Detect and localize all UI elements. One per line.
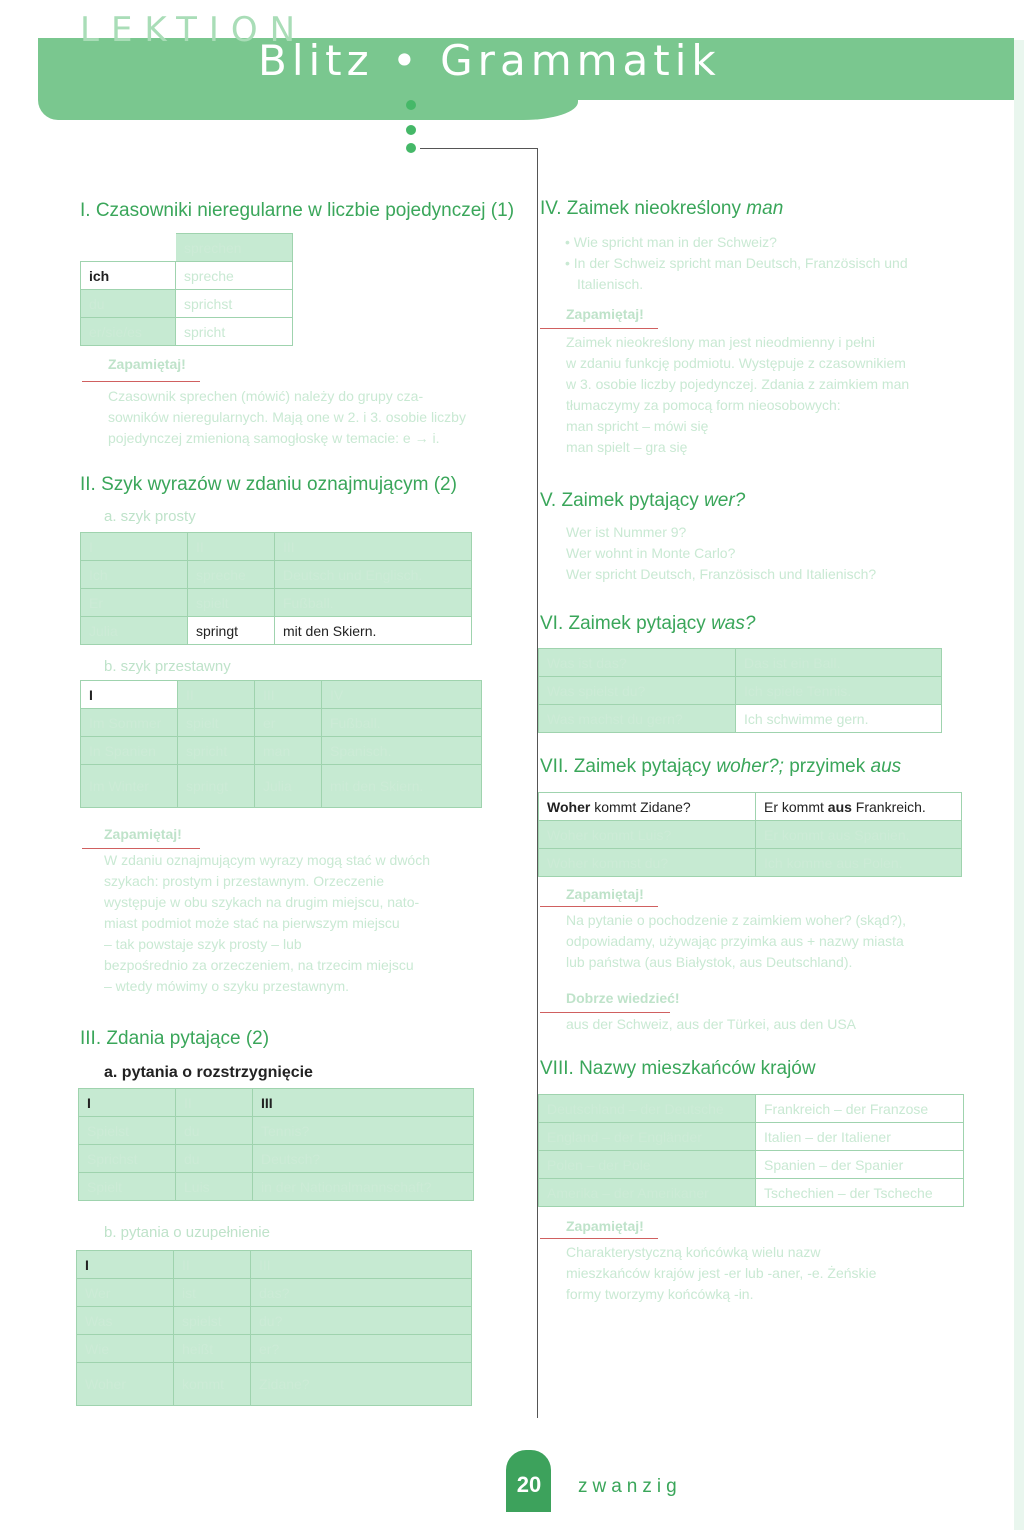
table-cell: Fußball. [322, 709, 482, 737]
table-cell: Was machst du gern? [539, 705, 736, 733]
table-cell: Spanien – der Spanier [756, 1151, 964, 1179]
title-italic: was? [711, 613, 756, 634]
table-cell: III [275, 533, 472, 561]
example-line: Wer ist Nummer 9? [566, 524, 687, 540]
s1-note [108, 386, 466, 449]
divider-vertical [537, 148, 538, 1418]
note-line: Charakterystyczną końcówką wielu nazw [566, 1244, 821, 1260]
table-cell: Spielst [79, 1117, 176, 1145]
table-cell: du [176, 1145, 253, 1173]
note-line: – wtedy mówimy o szyku przestawnym. [104, 978, 350, 994]
cell-text: Frankreich. [855, 798, 926, 815]
title-italic: aus [870, 756, 902, 777]
title-text: przyimek [789, 756, 866, 777]
s1-table [80, 233, 293, 346]
table-cell: springt [188, 617, 275, 645]
table-cell: das? [251, 1279, 472, 1307]
table-cell: kommt [174, 1363, 251, 1406]
s6-table [538, 648, 942, 733]
s2-table-b [80, 680, 482, 808]
table-cell: heißt [174, 1335, 251, 1363]
note-line: w 3. osobie liczby pojedynczej. Zdania z zaimkiem man [566, 376, 910, 392]
table-cell: In Spanien [81, 737, 178, 765]
table-cell: Er kommt aus Spanien. [756, 821, 962, 849]
table-cell: ich [81, 262, 176, 290]
table-cell: spreche [176, 262, 293, 290]
table-cell: ist [174, 1279, 251, 1307]
s2-table-a [80, 532, 472, 645]
table-cell: Wer [77, 1279, 174, 1307]
title-text: VII. Zaimek pytający [540, 756, 712, 777]
table-cell: III [251, 1251, 472, 1279]
table-cell: Deutschland – der Deutsche [539, 1095, 756, 1123]
table-cell: spielst [174, 1307, 251, 1335]
table-cell: er [255, 709, 322, 737]
table-cell: III [253, 1089, 474, 1117]
table-cell: in der Nationalmannschaft? [253, 1173, 474, 1201]
s3-subtitle-a: a. pytania o rozstrzygnięcie [104, 1064, 313, 1081]
note-underline [540, 906, 658, 907]
table-cell: Im Sommer [81, 709, 178, 737]
table-cell: Amerika – der Amerikaner [539, 1179, 756, 1207]
note-underline [540, 1012, 670, 1013]
table-cell: Polen – der Pole [539, 1151, 756, 1179]
table-cell: du? [251, 1307, 472, 1335]
s2-note [104, 850, 430, 997]
note-line: miast podmiot może stać na pierwszym miejscu [104, 915, 400, 931]
note-line: tłumaczymy za pomocą form nieosobowych: [566, 397, 841, 413]
table-cell: Woher [77, 1363, 174, 1406]
decor-dot [406, 125, 416, 135]
title-text: VI. Zaimek pytający [540, 613, 706, 634]
lektion-label: LEKTION [80, 10, 308, 50]
note-underline [82, 848, 200, 849]
table-cell: England – der Engländer [539, 1123, 756, 1151]
table-cell: II [174, 1251, 251, 1279]
table-cell [539, 793, 756, 821]
s8-note [566, 1242, 876, 1305]
s7-note-title: Zapamiętaj! [566, 886, 644, 902]
table-cell: Spanisch. [322, 737, 482, 765]
page-title: Blitz • Grammatik [258, 36, 721, 85]
s7-table [538, 792, 962, 877]
note-line: odpowiadamy, używając przyimka aus + nazwy miasta [566, 933, 904, 949]
page-edge-strip [1014, 40, 1024, 1530]
section-7-title [540, 756, 901, 778]
example-line: Wer wohnt in Monte Carlo? [566, 545, 736, 561]
page-number: 20 [516, 1472, 542, 1497]
table-cell: Spielt [79, 1173, 176, 1201]
table-cell: II [176, 1089, 253, 1117]
table-cell: man [255, 737, 322, 765]
s3-subtitle-b: b. pytania o uzupełnienie [104, 1224, 270, 1241]
example-line: Italienisch. [577, 276, 644, 292]
table-cell: Ich [81, 561, 188, 589]
s8-note-title: Zapamiętaj! [566, 1218, 644, 1234]
note-underline [82, 381, 200, 382]
note-line: szykach: prostym i przestawnym. Orzeczenie [104, 873, 385, 889]
note-line: man spielt – gra się [566, 439, 688, 455]
table-cell: Was [77, 1307, 174, 1335]
section-6-title [540, 613, 755, 635]
decor-dot [406, 100, 416, 110]
table-cell: I [81, 681, 178, 709]
table-cell: Deutsch? [253, 1145, 474, 1173]
table-cell: I [81, 533, 188, 561]
bold-word: Woher [547, 798, 591, 815]
note-line: formy tworzymy końcówką -in. [566, 1286, 754, 1302]
note-line: aus der Schweiz, aus der Türkei, aus den USA [566, 1016, 857, 1032]
table-cell: Im Winter [81, 765, 178, 808]
divider-horizontal [420, 148, 538, 149]
table-cell: III [255, 681, 322, 709]
table-cell: Woher kommst du? [539, 849, 756, 877]
s2-subtitle-b: b. szyk przestawny [104, 658, 231, 675]
table-cell: Sprichst [79, 1145, 176, 1173]
table-cell: Fußball. [275, 589, 472, 617]
note-line: Czasownik sprechen (mówić) należy do grupy cza- [108, 388, 424, 404]
example-line: • Wie spricht man in der Schweiz? [565, 234, 777, 250]
section-5-title [540, 490, 745, 512]
table-cell: Was spielst du? [539, 677, 736, 705]
note-line: W zdaniu oznajmującym wyrazy mogą stać w dwóch [104, 852, 431, 868]
table-cell: Luis [176, 1173, 253, 1201]
note-line: w zdaniu funkcję podmiotu. Występuje z czasownikiem [566, 355, 906, 371]
table-cell: I [77, 1251, 174, 1279]
s8-table [538, 1094, 964, 1207]
table-cell: II [178, 681, 255, 709]
section-1-title: I. Czasowniki nieregularne w liczbie pojedynczej (1) [80, 200, 515, 221]
s5-examples [566, 522, 876, 585]
header-banner-curve [38, 100, 578, 120]
title-italic: wer? [704, 490, 746, 511]
note-underline [540, 1238, 658, 1239]
s7-note [566, 910, 906, 973]
note-line: bezpośrednio za orzeczeniem, na trzecim miejscu [104, 957, 414, 973]
table-cell: Tennis? [253, 1117, 474, 1145]
table-cell: Er [81, 589, 188, 617]
decor-dot [406, 143, 416, 153]
note-line: Zaimek nieokreślony man jest nieodmienny i pełni [566, 334, 875, 350]
s4-note [566, 332, 909, 458]
page-number-word: zwanzig [578, 1476, 682, 1497]
cell-text: kommt Zidane? [594, 798, 691, 815]
table-cell [756, 793, 962, 821]
table-cell: I [79, 1089, 176, 1117]
table-cell: IV [322, 681, 482, 709]
s3-table-b [76, 1250, 472, 1406]
table-cell: Ich komme aus Polen. [756, 849, 962, 877]
table-cell: spricht [176, 318, 293, 346]
note-line: – tak powstaje szyk prosty – lub [104, 936, 302, 952]
table-cell: spielt [188, 589, 275, 617]
table-cell: mit den Skiern. [275, 617, 472, 645]
section-8-title: VIII. Nazwy mieszkańców krajów [540, 1058, 816, 1079]
table-cell: Zidane? [251, 1363, 472, 1406]
note-line: pojedynczej zmienioną samogłoskę w temacie: e → i. [108, 430, 440, 446]
example-line: Wer spricht Deutsch, Französisch und Italienisch? [566, 566, 877, 582]
table-cell: Frankreich – der Franzose [756, 1095, 964, 1123]
s7-note2 [566, 1014, 856, 1035]
note-underline [540, 328, 658, 329]
table-cell: springt [178, 765, 255, 808]
s4-note-title: Zapamiętaj! [566, 306, 644, 322]
table-cell: er? [251, 1335, 472, 1363]
table-cell: spreche [188, 561, 275, 589]
note-line: sowników nieregularnych. Mają one w 2. i 3. osobie liczby [108, 409, 466, 425]
table-cell: sprichst [176, 290, 293, 318]
title-text: V. Zaimek pytający [540, 490, 699, 511]
table-cell: Ich schwimme gern. [736, 705, 942, 733]
table-cell: spricht [178, 737, 255, 765]
table-cell: sprechen [176, 234, 293, 262]
table-cell: Wie [77, 1335, 174, 1363]
note-line: Na pytanie o pochodzenie z zaimkiem woher? (skąd?), [566, 912, 907, 928]
s7-note2-title: Dobrze wiedzieć! [566, 990, 680, 1006]
table-cell: Italien – der Italiener [756, 1123, 964, 1151]
s3-table-a [78, 1088, 474, 1201]
table-cell: Tschechien – der Tscheche [756, 1179, 964, 1207]
title-italic: man [746, 198, 784, 219]
section-3-title: III. Zdania pytające (2) [80, 1028, 270, 1049]
table-cell: spielt [178, 709, 255, 737]
s2-note-title: Zapamiętaj! [104, 826, 182, 842]
example-line: • In der Schweiz spricht man Deutsch, Französisch und [565, 255, 908, 271]
s2-subtitle-a: a. szyk prosty [104, 508, 196, 525]
table-cell [81, 234, 176, 262]
bold-word: aus [827, 798, 852, 815]
table-cell: du [176, 1117, 253, 1145]
table-cell: Das ist ein Ball. [736, 649, 942, 677]
section-2-title: II. Szyk wyrazów w zdaniu oznajmującym (2) [80, 474, 457, 495]
table-cell: du [81, 290, 176, 318]
s4-examples [565, 232, 908, 295]
note-line: man spricht – mówi się [566, 418, 709, 434]
table-cell: Was ist das? [539, 649, 736, 677]
table-cell: mit den Skiern. [322, 765, 482, 808]
table-cell: Julia [81, 617, 188, 645]
note-line: występuje w obu szykach na drugim miejscu, nato- [104, 894, 420, 910]
title-italic: woher?; [716, 756, 784, 777]
table-cell: Julia [255, 765, 322, 808]
table-cell: Deutsch und Englisch. [275, 561, 472, 589]
table-cell: Woher kommt Luis? [539, 821, 756, 849]
note-line: mieszkańców krajów jest -er lub -aner, -e. Żeńskie [566, 1265, 877, 1281]
cell-text: Er kommt [764, 798, 824, 815]
s1-note-title: Zapamiętaj! [108, 356, 186, 372]
section-4-title [540, 198, 783, 220]
note-line: lub państwa (aus Białystok, aus Deutschland). [566, 954, 853, 970]
table-cell: II [188, 533, 275, 561]
table-cell: Ich spiele Tennis. [736, 677, 942, 705]
table-cell: er/sie/es [81, 318, 176, 346]
title-text: IV. Zaimek nieokreślony [540, 198, 742, 219]
